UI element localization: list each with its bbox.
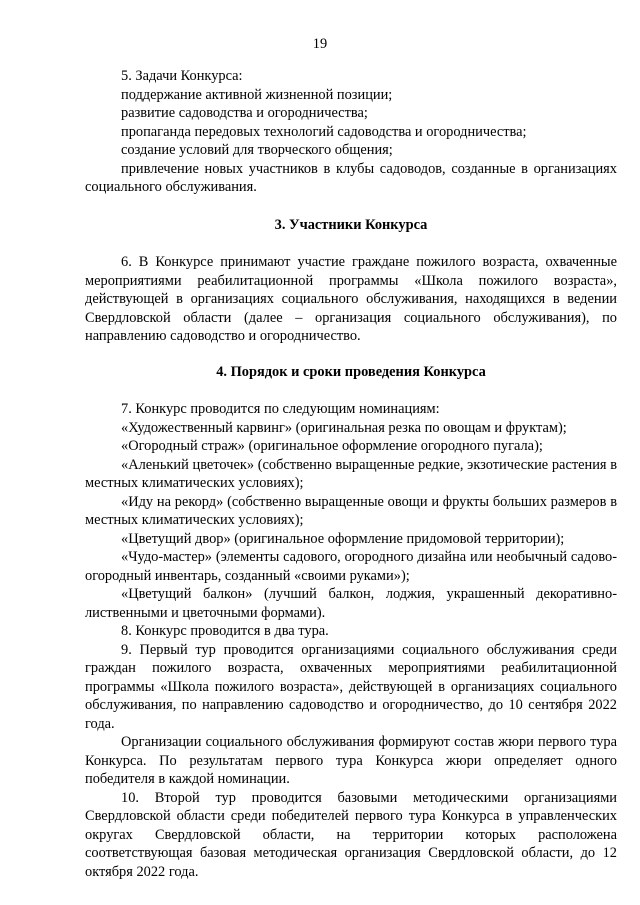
task-item: поддержание активной жизненной позиции; xyxy=(121,86,393,103)
tasks-heading: 5. Задачи Конкурса: xyxy=(121,68,243,84)
paragraph-9-jury: Организации социального обслуживания формируют состав жюри первого тура Конкурса. По результатам первого тура Конкурса жюри определяет одного победителя в каждой номинации. xyxy=(85,734,617,787)
nomination-item: «Аленький цветочек» (собственно выращенные редкие, экзотические растения в местных климатических условиях); xyxy=(85,456,617,491)
nomination-item: «Огородный страж» (оригинальное оформление огородного пугала); xyxy=(121,438,543,454)
page-number: 19 xyxy=(312,36,328,52)
page-content xyxy=(85,67,617,881)
nomination-item: «Цветущий двор» (оригинальное оформление придомовой территории); xyxy=(121,530,565,547)
paragraph-9: 9. Первый тур проводится организациями социального обслуживания среди граждан пожилого возраста, охваченных мероприятиями реабилитационной программы «Школа пожилого возраста», действующей в организациях социального обслуживания, по направлению садоводство и огородничество, до 10 сентября 2022 года. xyxy=(85,641,617,732)
nomination-item: «Чудо-мастер» (элементы садового, огородного дизайна или необычный садово-огородный инвентарь, созданный «своими руками»); xyxy=(85,549,617,584)
task-item: создание условий для творческого общения; xyxy=(121,142,393,158)
paragraph-6: 6. В Конкурсе принимают участие граждане пожилого возраста, охваченные мероприятиями реабилитационной программы «Школа пожилого возраста», действующей в организациях социального обслуживания, находящихся в ведении Свердловской области (далее – организация социального обслуживания), по направлению садоводство и огородничество. xyxy=(85,254,617,344)
nomination-item: «Иду на рекорд» (собственно выращенные овощи и фрукты больших размеров в местных климатических условиях); xyxy=(85,493,617,528)
nomination-item: «Художественный карвинг» (оригинальная резка по овощам и фруктам); xyxy=(121,419,567,436)
paragraph-10: 10. Второй тур проводится базовыми методическими организациями Свердловской области среди победителей первого тура Конкурса в управленческих округах Свердловской области, на территории которых расположена соответствующая базовая методическая организация Свердловской области, до 12 октября 2022 года. xyxy=(85,789,617,880)
paragraph-7: 7. Конкурс проводится по следующим номинациям: xyxy=(121,401,440,417)
task-item: привлечение новых участников в клубы садоводов, созданные в организациях социального обслуживания. xyxy=(85,160,617,195)
task-item: пропаганда передовых технологий садоводства и огородничества; xyxy=(121,123,527,140)
section-4-title: 4. Порядок и сроки проведения Конкурса xyxy=(216,363,486,380)
paragraph-8: 8. Конкурс проводится в два тура. xyxy=(121,623,329,639)
task-item: развитие садоводства и огородничества; xyxy=(121,105,368,121)
nomination-item: «Цветущий балкон» (лучший балкон, лоджия, украшенный декоративно-лиственными и цветочными формами). xyxy=(85,586,617,621)
section-3-title: 3. Участники Конкурса xyxy=(274,216,428,233)
